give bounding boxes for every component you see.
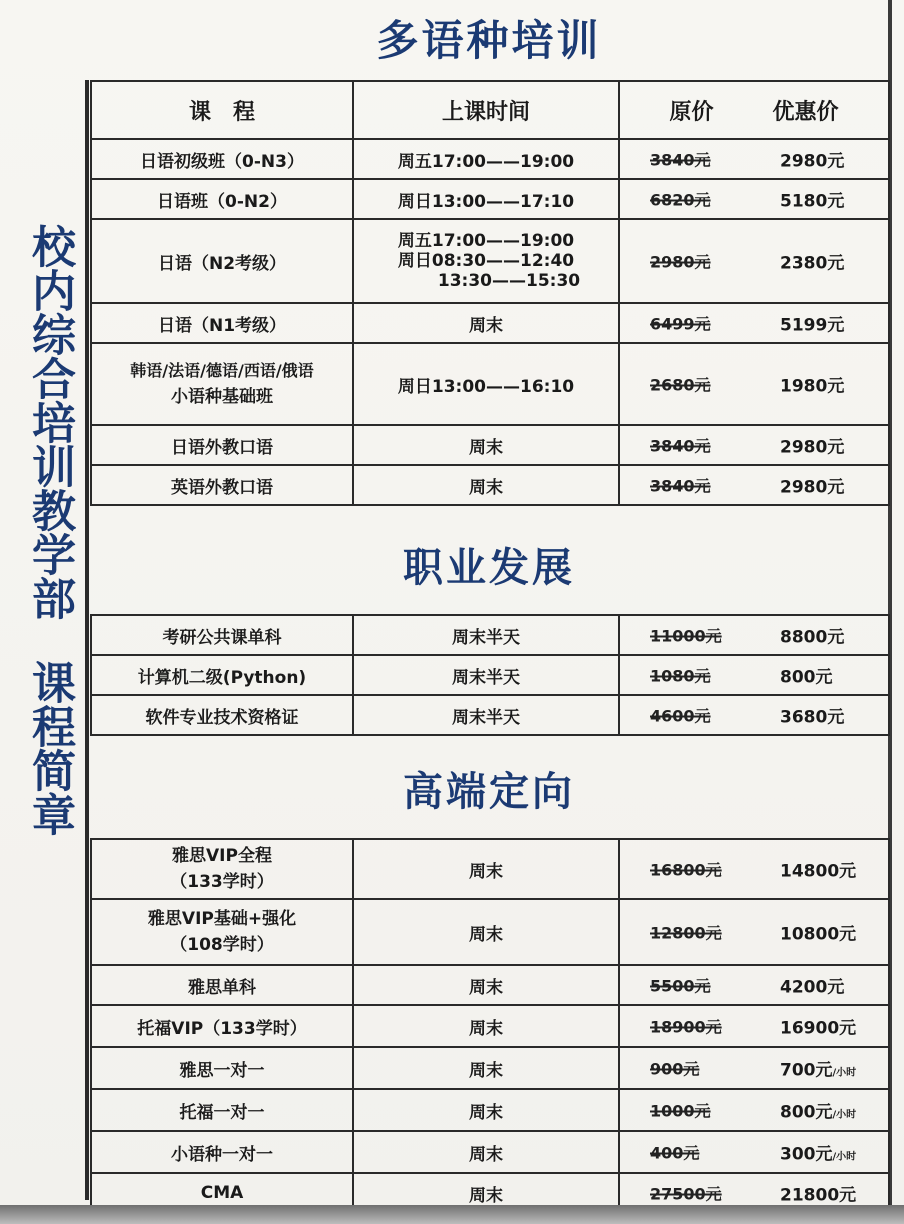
original-price: 3840元 — [650, 150, 711, 170]
table-row — [91, 695, 889, 735]
class-time: 周末半天 — [353, 655, 619, 695]
price-cell — [619, 1089, 889, 1131]
table-row — [91, 655, 889, 695]
price-cell — [619, 139, 889, 179]
course-name-line: （108学时） — [170, 935, 274, 955]
course-name: 托福一对一 — [91, 1089, 353, 1131]
header-orig-price: 原价 — [669, 99, 714, 125]
section-title-multilingual: 多语种培训 — [376, 16, 602, 65]
class-time: 周末 — [353, 1131, 619, 1173]
course-name: 日语（N1考级） — [91, 303, 353, 343]
sale-price: 2380元 — [780, 253, 845, 274]
original-price: 4600元 — [650, 706, 711, 726]
original-price: 2980元 — [650, 252, 711, 272]
class-time: 周末 — [353, 1047, 619, 1089]
table-row — [91, 465, 889, 505]
class-time: 周末 — [353, 1173, 619, 1213]
course-name — [91, 839, 353, 899]
sale-price-unit: /小时 — [832, 1067, 857, 1079]
class-time: 周日13:00——16:10 — [353, 343, 619, 425]
class-time: 周日13:00——17:10 — [353, 179, 619, 219]
sale-price-unit: /小时 — [832, 1151, 857, 1163]
price-cell — [619, 1047, 889, 1089]
sale-price: 5199元 — [780, 315, 845, 336]
original-price: 1080元 — [650, 666, 711, 686]
course-name: 考研公共课单科 — [91, 615, 353, 655]
class-time: 周末 — [353, 1005, 619, 1047]
original-price: 11000元 — [650, 626, 722, 646]
table-row — [91, 179, 889, 219]
course-name: 小语种一对一 — [91, 1131, 353, 1173]
section-title-high-end: 高端定向 — [403, 769, 575, 815]
course-name: 软件专业技术资格证 — [91, 695, 353, 735]
sale-price-value: 700元 — [780, 1060, 833, 1081]
price-cell — [619, 219, 889, 303]
course-name-line: 雅思VIP基础+强化 — [147, 909, 297, 929]
price-cell — [619, 303, 889, 343]
header-price — [619, 81, 889, 139]
table-header-row — [91, 81, 889, 139]
course-name — [91, 899, 353, 965]
course-name: 日语班（0-N2） — [91, 179, 353, 219]
course-name-line: 雅思VIP全程 — [172, 846, 272, 866]
price-cell — [619, 899, 889, 965]
original-price: 5500元 — [650, 976, 711, 996]
header-time: 上课时间 — [353, 81, 619, 139]
course-name: 日语（N2考级） — [91, 219, 353, 303]
table-row — [91, 1089, 889, 1131]
sale-price: 14800元 — [780, 861, 857, 882]
class-time-line: 13:30——15:30 — [437, 271, 581, 291]
class-time: 周末半天 — [353, 615, 619, 655]
class-time: 周末 — [353, 425, 619, 465]
sale-price — [780, 1098, 856, 1123]
header-course: 课 程 — [91, 81, 353, 139]
table-row — [91, 219, 889, 303]
original-price: 6499元 — [650, 314, 711, 334]
original-price: 6820元 — [650, 190, 711, 210]
sale-price: 2980元 — [780, 437, 845, 458]
sale-price: 10800元 — [780, 924, 857, 945]
course-name: 雅思单科 — [91, 965, 353, 1005]
class-time-line: 周日08:30——12:40 — [397, 251, 575, 271]
class-time: 周末 — [353, 965, 619, 1005]
table-row — [91, 899, 889, 965]
course-name: CMA — [91, 1173, 353, 1213]
sale-price-value: 800元 — [780, 1102, 833, 1123]
class-time: 周末 — [353, 303, 619, 343]
table-high-end — [90, 838, 890, 1214]
table-row — [91, 343, 889, 425]
sale-price: 1980元 — [780, 376, 845, 397]
sale-price — [780, 1056, 856, 1081]
header-sale-price: 优惠价 — [772, 99, 839, 125]
course-name-line: 小语种基础班 — [171, 387, 273, 407]
price-cell — [619, 179, 889, 219]
table-row — [91, 839, 889, 899]
class-time: 周末 — [353, 1089, 619, 1131]
original-price: 18900元 — [650, 1017, 722, 1037]
table-row — [91, 1005, 889, 1047]
table-multilingual — [90, 80, 890, 506]
class-time — [353, 219, 619, 303]
original-price: 900元 — [650, 1059, 700, 1079]
price-cell — [619, 1131, 889, 1173]
course-name: 日语初级班（0-N3） — [91, 139, 353, 179]
original-price: 27500元 — [650, 1184, 722, 1204]
original-price: 12800元 — [650, 923, 722, 943]
course-name: 日语外教口语 — [91, 425, 353, 465]
course-name: 英语外教口语 — [91, 465, 353, 505]
course-name: 计算机二级(Python) — [91, 655, 353, 695]
original-price: 16800元 — [650, 860, 722, 880]
price-cell — [619, 965, 889, 1005]
price-cell — [619, 695, 889, 735]
frame-left-border — [85, 80, 89, 1200]
sale-price: 2980元 — [780, 477, 845, 498]
original-price: 3840元 — [650, 476, 711, 496]
table-row — [91, 303, 889, 343]
price-cell — [619, 465, 889, 505]
original-price: 400元 — [650, 1143, 700, 1163]
sale-price: 3680元 — [780, 707, 845, 728]
price-cell — [619, 839, 889, 899]
course-name-line: （133学时） — [170, 872, 274, 892]
price-cell — [619, 615, 889, 655]
course-name-line: 韩语/法语/德语/西语/俄语 — [130, 361, 314, 380]
sale-price: 800元 — [780, 667, 833, 688]
sale-price: 5180元 — [780, 191, 845, 212]
table-row — [91, 1131, 889, 1173]
class-time: 周末 — [353, 839, 619, 899]
original-price: 3840元 — [650, 436, 711, 456]
table-row — [91, 425, 889, 465]
table-row — [91, 1047, 889, 1089]
sale-price: 2980元 — [780, 151, 845, 172]
class-time: 周末 — [353, 899, 619, 965]
price-cell — [619, 425, 889, 465]
table-row — [91, 139, 889, 179]
sale-price: 8800元 — [780, 627, 845, 648]
table-career — [90, 614, 890, 736]
table-row — [91, 615, 889, 655]
course-name: 雅思一对一 — [91, 1047, 353, 1089]
course-name — [91, 343, 353, 425]
sale-price: 16900元 — [780, 1018, 857, 1039]
side-title-department: 校内综合培训教学部 — [24, 224, 75, 620]
sale-price — [780, 1140, 856, 1165]
side-title-brochure: 课程简章 — [24, 660, 75, 836]
price-cell — [619, 655, 889, 695]
section-title-career: 职业发展 — [403, 545, 575, 591]
sale-price-value: 300元 — [780, 1144, 833, 1165]
class-time: 周末半天 — [353, 695, 619, 735]
original-price: 2680元 — [650, 375, 711, 395]
class-time: 周末 — [353, 465, 619, 505]
sale-price: 4200元 — [780, 977, 845, 998]
sale-price: 21800元 — [780, 1185, 857, 1206]
page-bottom-edge — [0, 1205, 904, 1224]
class-time: 周五17:00——19:00 — [353, 139, 619, 179]
price-cell — [619, 1005, 889, 1047]
sale-price-unit: /小时 — [832, 1109, 857, 1121]
table-row — [91, 965, 889, 1005]
price-cell — [619, 343, 889, 425]
course-name: 托福VIP（133学时） — [91, 1005, 353, 1047]
vertical-title — [16, 224, 76, 836]
original-price: 1000元 — [650, 1101, 711, 1121]
class-time-line: 周五17:00——19:00 — [397, 231, 575, 251]
